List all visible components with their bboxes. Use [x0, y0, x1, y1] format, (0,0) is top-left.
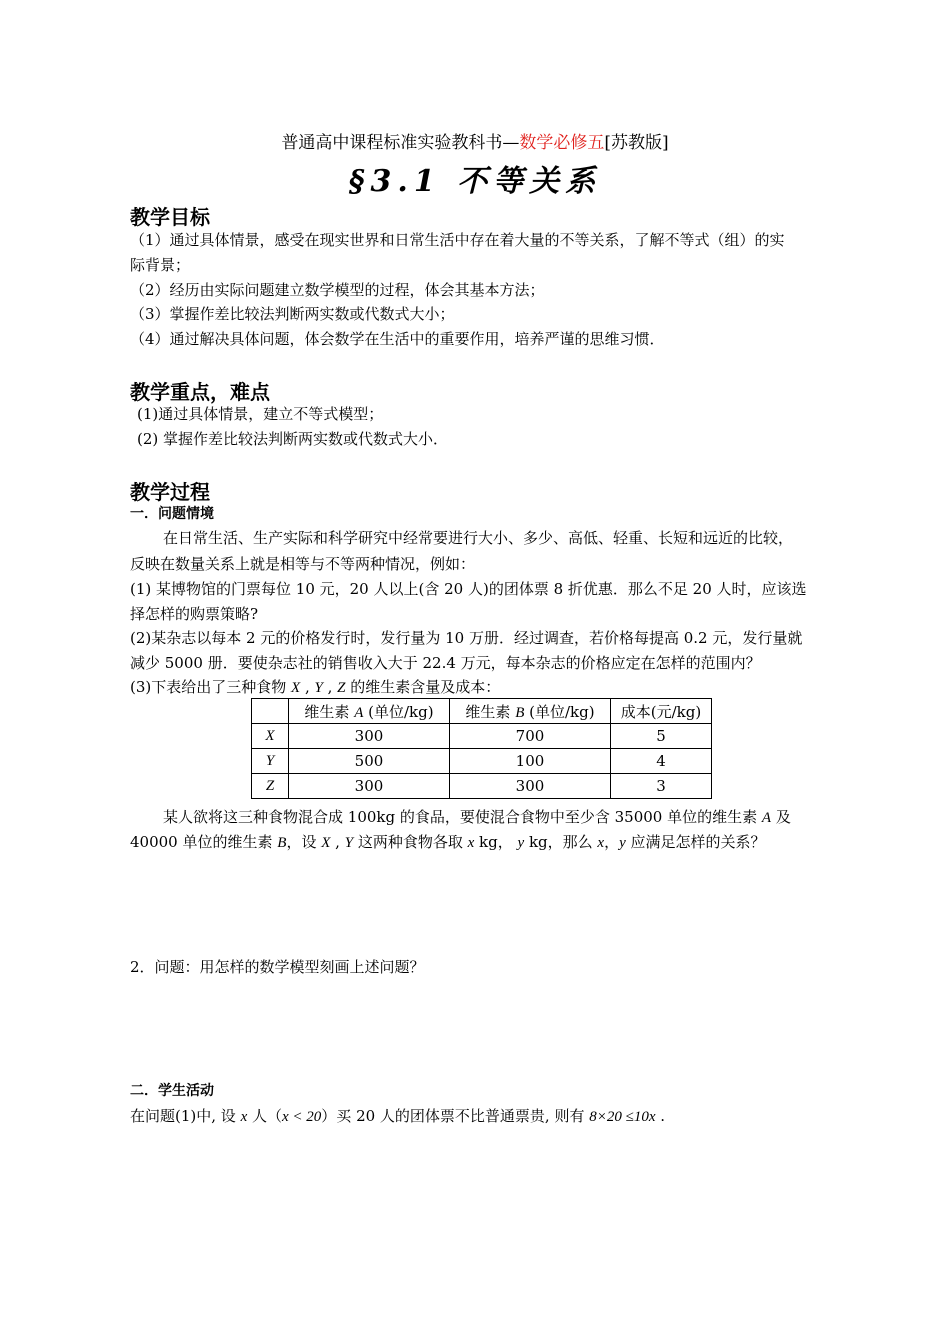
cell-cost: 5: [611, 724, 712, 749]
objective-3: （3）掌握作差比较法判断两实数或代数式大小；: [130, 305, 455, 323]
cell-vitamin-b: 300: [450, 774, 611, 799]
model-question: 2．问题：用怎样的数学模型刻画上述问题？: [130, 958, 425, 976]
activity-line: 在问题(1)中, 设 x 人（x < 20）买 20 人的团体票不比普通票贵, 则有 8×20 ≤10x .: [130, 1107, 666, 1125]
table-header-cost: 成本(元/kg): [611, 699, 712, 724]
cell-cost: 4: [611, 749, 712, 774]
mixture-line-1: 某人欲将这三种食物混合成 100kg 的食品，要使混合食物中至少含 35000 单位的维生素 A 及: [163, 808, 791, 826]
keypoints-heading: 教学重点，难点: [130, 380, 270, 404]
row-label: Y: [252, 749, 289, 774]
cell-vitamin-b: 100: [450, 749, 611, 774]
table-corner-cell: [252, 699, 289, 724]
row-label: X: [252, 724, 289, 749]
question-1-line-2: 择怎样的购票策略?: [130, 605, 259, 623]
cell-vitamin-a: 300: [289, 724, 450, 749]
intro-line-1: 在日常生活、生产实际和科学研究中经常要进行大小、多少、高低、轻重、长短和远近的比较，: [163, 529, 794, 547]
keypoint-1: (1)通过具体情景，建立不等式模型；: [137, 405, 384, 423]
section-1-heading: 一．问题情境: [130, 506, 214, 522]
objective-1-cont: 际背景；: [130, 256, 191, 274]
keypoint-2: (2) 掌握作差比较法判断两实数或代数式大小．: [137, 430, 449, 448]
table-header-b: 维生素 B (单位/kg): [450, 699, 611, 724]
page-title: §3.1 不等关系: [348, 164, 602, 199]
header-suffix: [苏教版]: [604, 133, 669, 153]
cell-cost: 3: [611, 774, 712, 799]
cell-vitamin-a: 500: [289, 749, 450, 774]
objective-2: （2）经历由实际问题建立数学模型的过程，体会其基本方法；: [130, 281, 545, 299]
table-row: [252, 749, 712, 774]
table-row: [252, 774, 712, 799]
textbook-header: [0, 128, 950, 153]
objectives-heading: 教学目标: [130, 205, 210, 229]
table-header-a: 维生素 A (单位/kg): [289, 699, 450, 724]
question-2-line-2: 减少 5000 册．要使杂志社的销售收入大于 22.4 万元，每本杂志的价格应定在怎样的范围内？: [130, 654, 761, 672]
objective-1: （1）通过具体情景，感受在现实世界和日常生活中存在着大量的不等关系，了解不等式（组）的实: [130, 231, 785, 249]
question-3-line: (3)下表给出了三种食物 X , Y , Z 的维生素含量及成本：: [130, 678, 501, 696]
header-highlight: 数学必修五: [519, 133, 605, 153]
table-row: [252, 724, 712, 749]
question-1-line-1: (1) 某博物馆的门票每位 10 元，20 人以上(含 20 人)的团体票 8 折优惠．那么不足 20 人时，应该选: [130, 580, 807, 598]
row-label: Z: [252, 774, 289, 799]
question-2-line-1: (2)某杂志以每本 2 元的价格发行时，发行量为 10 万册．经过调查，若价格每提高 0.2 元，发行量就: [130, 629, 803, 647]
cell-vitamin-a: 300: [289, 774, 450, 799]
process-heading: 教学过程: [130, 480, 210, 504]
table-header-row: [252, 699, 712, 724]
vitamin-table: [251, 698, 712, 799]
header-prefix: 普通高中课程标准实验教科书—: [281, 133, 520, 153]
section-2-heading: 二．学生活动: [130, 1083, 214, 1099]
mixture-line-2: 40000 单位的维生素 B，设 X , Y 这两种食物各取 x kg， y kg，那么 x，y 应满足怎样的关系？: [130, 833, 766, 851]
intro-line-2: 反映在数量关系上就是相等与不等两种情况，例如：: [130, 555, 476, 573]
cell-vitamin-b: 700: [450, 724, 611, 749]
objective-4: （4）通过解决具体问题，体会数学在生活中的重要作用，培养严谨的思维习惯．: [130, 330, 665, 348]
